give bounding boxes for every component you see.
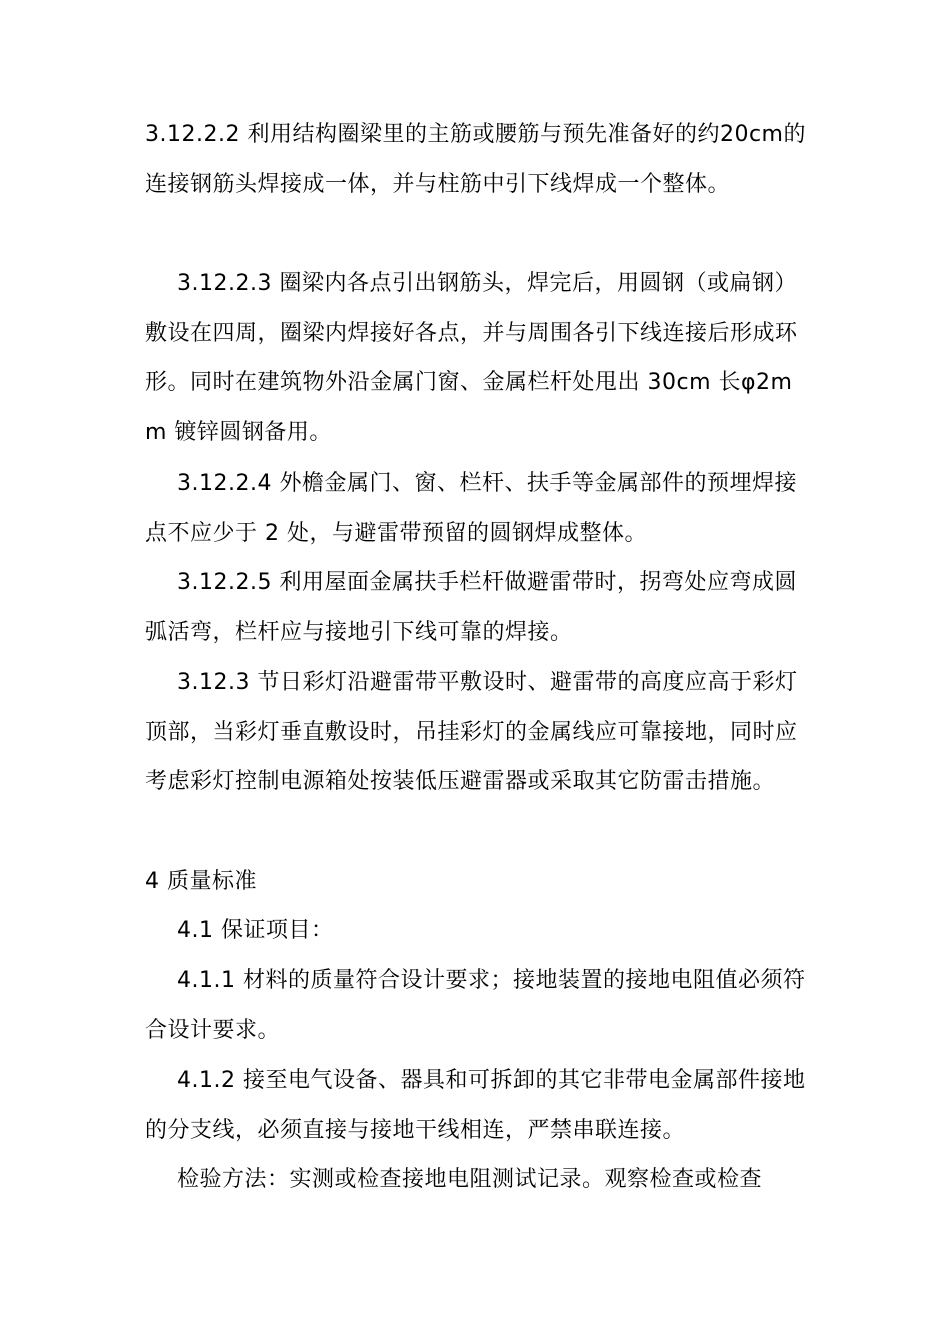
paragraph-3-12-2-3: 3.12.2.3 圈梁内各点引出钢筋头，焊完后，用圆钢（或扁钢）敷设在四周，圈梁内焊接好各点，并与周围各引下线连接后形成环形。同时在建筑物外沿金属门窗、金属栏杆处甩出 30cm 长φ2mm 镀锌圆钢备用。 [145, 271, 798, 445]
paragraph-4-1-2: 4.1.2 接至电气设备、器具和可拆卸的其它非带电金属部件接地的分支线，必须直接与接地干线相连，严禁串联连接。 [145, 1068, 806, 1143]
subheading-guarantee-items: 4.1 保证项目： [177, 918, 334, 943]
paragraph-4-1-1: 4.1.1 材料的质量符合设计要求；接地装置的接地电阻值必须符合设计要求。 [145, 968, 806, 1043]
paragraph-3-12-3: 3.12.3 节日彩灯沿避雷带平敷设时、避雷带的高度应高于彩灯顶部，当彩灯垂直敷设时，吊挂彩灯的金属线应可靠接地，同时应考虑彩灯控制电源箱处按装低压避雷器或采取其它防雷击措施。 [145, 670, 798, 794]
paragraph-3-12-2-5: 3.12.2.5 利用屋面金属扶手栏杆做避雷带时，拐弯处应弯成圆弧活弯，栏杆应与接地引下线可靠的焊接。 [145, 570, 797, 645]
paragraph-3-12-2-2: 3.12.2.2 利用结构圈梁里的主筋或腰筋与预先准备好的约20cm的连接钢筋头焊接成一体，并与柱筋中引下线焊成一个整体。 [145, 122, 806, 197]
section-heading-quality-standard: 4 质量标准 [145, 869, 257, 894]
paragraph-3-12-2-4: 3.12.2.4 外檐金属门、窗、栏杆、扶手等金属部件的预埋焊接点不应少于 2 处，与避雷带预留的圆钢焊成整体。 [145, 471, 797, 546]
paragraph-inspection-method: 检验方法：实测或检查接地电阻测试记录。观察检查或检查 [177, 1167, 763, 1192]
